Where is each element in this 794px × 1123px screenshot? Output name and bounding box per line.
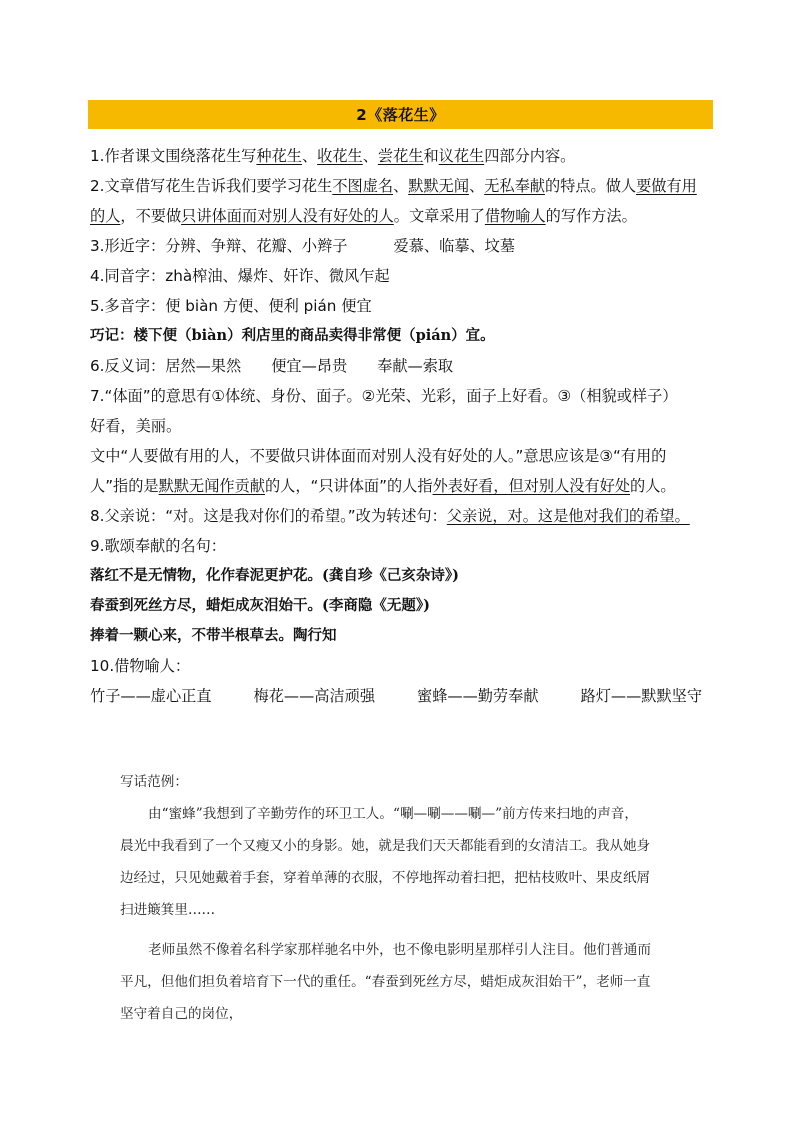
analogy-item: 路灯——默默坚守 <box>580 687 702 705</box>
item-1-underline-d: 议花生 <box>438 147 485 165</box>
sample-p1-line-4: 扫进簸箕里…… <box>120 902 216 918</box>
item-2-text: 。文章采用了 <box>393 207 485 225</box>
item-7-line-1: 7.“体面”的意思有①体统、身份、面子。②光荣、光彩，面子上好看。③（相貌或样子） <box>90 387 678 405</box>
item-1-underline-b: 收花生 <box>317 147 363 165</box>
quote-1: 落红不是无情物，化作春泥更护花。(龚自珍《己亥杂诗》) <box>90 567 459 584</box>
item-2-underline: 只讲体面而对别人没有好处的人 <box>181 207 394 225</box>
item-6 <box>90 351 720 381</box>
item-1-mid: 和 <box>423 147 439 165</box>
sample-p2-line-3: 坚守着自己的岗位， <box>120 1006 243 1022</box>
item-2-underline: 借物喻人 <box>484 207 546 225</box>
item-7-line-3: 文中“人要做有用的人，不要做只讲体面而对别人没有好处的人。”意思应该是③“有用的 <box>90 447 667 465</box>
item-4: 4.同音字：zhà榨油、爆炸、奸诈、微风乍起 <box>90 267 390 285</box>
item-10-heading: 10.借物喻人： <box>90 657 191 675</box>
item-2-text: 2.文章借写花生告诉我们要学习花生 <box>90 177 333 195</box>
sample-p1-line-3: 边经过，只见她戴着手套，穿着单薄的衣服，不停地挥动着扫把，把枯枝败叶、果皮纸屑 <box>120 870 651 886</box>
item-2-underline: 无私奉献 <box>484 177 545 195</box>
sep: 、 <box>362 147 378 165</box>
item-3-a: 3.形近字：分辨、争辩、花瓣、小辫子 <box>90 237 348 255</box>
analogy-item: 蜜蜂——勤劳奉献 <box>417 687 539 705</box>
item-8 <box>90 501 720 531</box>
item-2-text: 的写作方法。 <box>545 207 637 225</box>
sample-p1-line-2: 晨光中我看到了一个又瘦又小的身影。她，就是我们天天都能看到的女清洁工。我从她身 <box>120 838 651 854</box>
sep: 、 <box>301 147 318 165</box>
item-8-underline: 父亲说，对。这是他对我们的希望。 <box>446 507 690 525</box>
writing-sample <box>120 766 720 1030</box>
item-2-underline: 不图虚名 <box>332 177 394 195</box>
item-7-line-2: 好看，美丽。 <box>90 417 182 435</box>
quote-2: 春蚕到死丝方尽，蜡炬成灰泪始干。(李商隐《无题》) <box>90 597 430 614</box>
item-7-text: 的人，“只讲体面”的人指 <box>264 477 433 495</box>
item-9-heading: 9.歌颂奉献的名句： <box>90 537 226 555</box>
item-5: 5.多音字：便 biàn 方便、便利 pián 便宜 <box>90 297 372 315</box>
item-7-text: 人”指的是 <box>90 477 159 495</box>
sep: 、 <box>393 177 409 195</box>
item-2-underline: 要做有用 <box>636 177 697 195</box>
item-3 <box>90 231 720 261</box>
item-1-text: 1.作者课文围绕落花生写 <box>90 147 257 165</box>
item-1 <box>90 141 720 171</box>
item-7-text: 的人。 <box>630 477 676 495</box>
item-2-text: 的特点。做人 <box>544 177 637 195</box>
item-2-underline: 的人 <box>90 207 121 225</box>
analogy-item: 梅花——高洁顽强 <box>253 687 375 705</box>
sample-text: 由“蜜蜂”我想到了辛勤劳作的环卫工人。“唰—唰——唰—”前方传来扫地的声音， <box>148 806 638 822</box>
sample-heading: 写话范例： <box>120 774 188 790</box>
item-8-text: 8.父亲说：“对。这是我对你们的希望。”改为转述句： <box>90 507 447 525</box>
item-2-line-2 <box>90 201 720 231</box>
item-7-underline: 默默无闻作贡献 <box>158 477 265 495</box>
sample-text: 老师虽然不像着名科学家那样驰名中外，也不像电影明星那样引人注目。他们普通而 <box>148 942 651 958</box>
item-2-underline: 默默无闻 <box>408 177 469 195</box>
sample-p2-line-1 <box>120 934 720 966</box>
item-1-underline-a: 种花生 <box>256 147 302 165</box>
lesson-title: 2《落花生》 <box>88 100 713 129</box>
item-1-underline-c: 尝花生 <box>377 147 424 165</box>
item-2-line-1 <box>90 171 720 201</box>
analogy-list <box>90 681 702 711</box>
item-6-c: 奉献—索取 <box>377 357 454 375</box>
item-6-a: 6.反义词：居然—果然 <box>90 357 242 375</box>
quote-3: 捧着一颗心来，不带半根草去。陶行知 <box>90 627 337 644</box>
item-2-text: ，不要做 <box>120 207 182 225</box>
item-7-line-4 <box>90 471 720 501</box>
item-6-b: 便宜—昂贵 <box>271 357 348 375</box>
item-7-underline: 外表好看，但对别人没有好处 <box>432 477 630 495</box>
item-1-suffix: 四部分内容。 <box>484 147 576 165</box>
item-3-b: 爱慕、临摹、坟墓 <box>393 237 515 255</box>
memory-tip: 巧记：楼下便（biàn）利店里的商品卖得非常便（pián）宜。 <box>90 327 495 344</box>
sample-p1-line-1 <box>120 798 720 830</box>
sep: 、 <box>469 177 485 195</box>
notes-content <box>90 141 720 711</box>
sample-p2-line-2: 平凡，但他们担负着培育下一代的重任。“春蚕到死丝方尽，蜡炬成灰泪始干”，老师一直 <box>120 974 651 990</box>
analogy-item: 竹子——虚心正直 <box>90 687 212 705</box>
